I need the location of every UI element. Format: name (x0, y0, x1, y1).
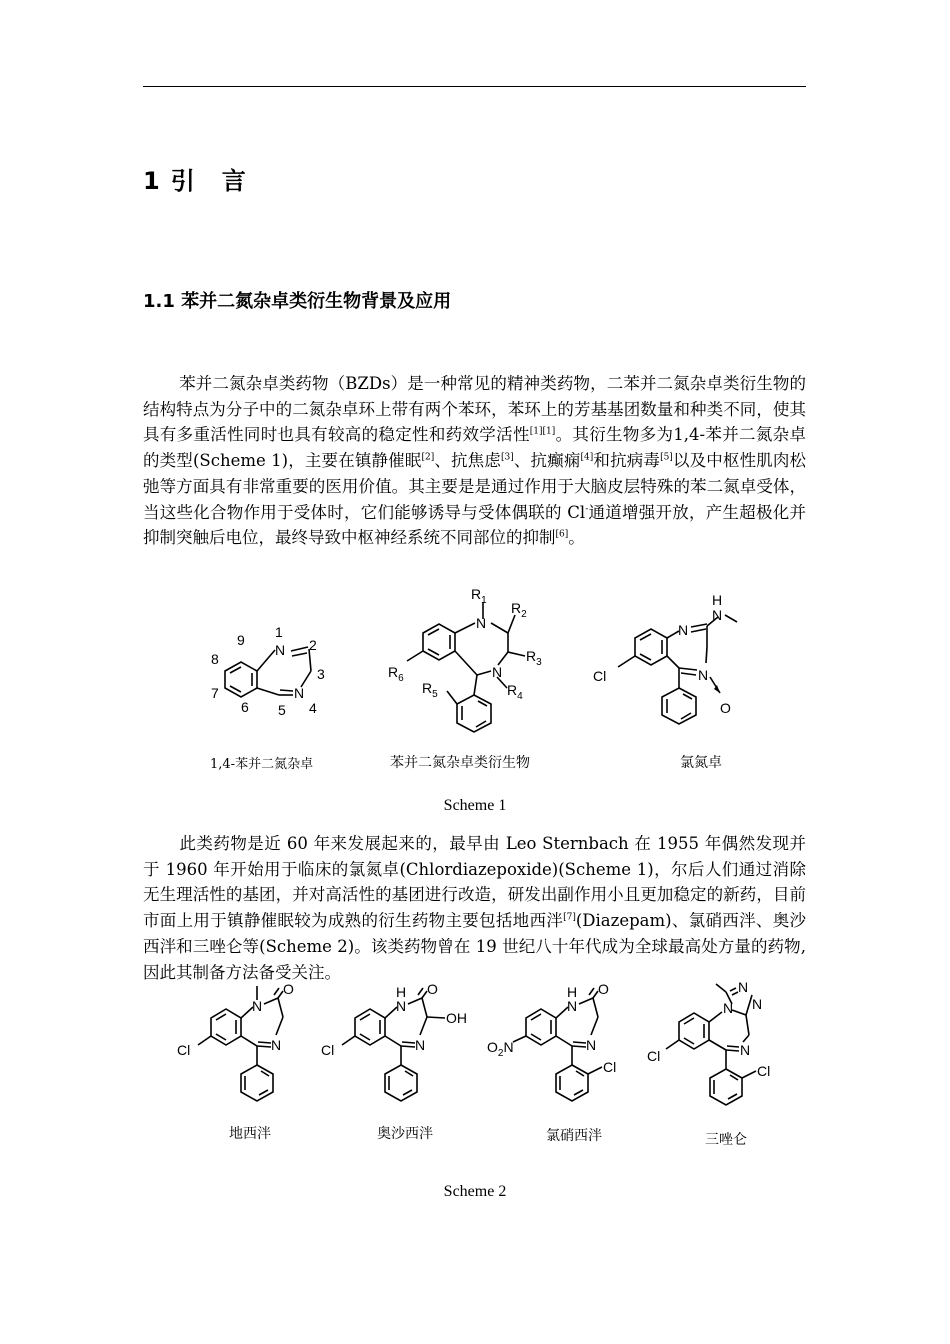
r1-label: $R_1$ (471, 586, 487, 606)
diazepam-n4: N (271, 1037, 282, 1053)
mol-name-derivative: 苯并二氮杂卓类衍生物 (390, 754, 530, 770)
oxazepam-chlorine: Cl (321, 1042, 335, 1058)
r2-label: $R_2$ (511, 600, 527, 620)
mol-name-benzodiazepine: 1,4-苯并二氮杂卓 (210, 757, 314, 772)
mol3-amine-nitrogen: N (712, 607, 723, 623)
derivative-structure (407, 602, 525, 732)
citation-6: [6] (555, 529, 569, 540)
para1-text-2: 。其衍生物多为1,4-苯并二氮杂卓的类型(Scheme 1)，主要在镇静催眠 (143, 425, 806, 471)
para1-text-4: 、抗癫痫 (513, 451, 581, 471)
mol-name-oxazepam: 奥沙西泮 (377, 1125, 433, 1141)
section-number: 1 (143, 167, 161, 195)
header-rule (143, 86, 806, 87)
clonazepam-nitro-group: $O_2N$ (487, 1039, 514, 1059)
citation-3: [3] (501, 452, 514, 463)
triazolam-chlorine-2: Cl (757, 1063, 771, 1079)
locant-5: 5 (278, 702, 286, 718)
citation-1: [1][1] (529, 426, 556, 437)
para1-text-3: 、抗焦虑 (434, 451, 501, 471)
para1-text-6: 以及中枢性肌肉松弛等方面具有非常重要的医用价值。其主要是是通过作用于大脑皮层特殊的苯二氮卓受体，当这些化合物作用于受体时，它们能够诱导与受体偶联的 Cl (143, 451, 807, 522)
diazepam-chlorine: Cl (177, 1042, 191, 1058)
mol1-nitrogen-4: N (294, 685, 305, 701)
locant-9: 9 (237, 632, 245, 648)
heading-word-2: 言 (221, 167, 247, 195)
oxazepam-oxygen: O (427, 981, 438, 997)
citation-5: [5] (660, 452, 673, 463)
oxazepam-n1: N (396, 998, 407, 1014)
oxazepam-h: H (396, 984, 407, 1000)
scheme-1-structures (195, 585, 755, 775)
citation-7: [7] (563, 912, 576, 923)
r5-label: $R_5$ (422, 680, 438, 700)
mol3-chlorine: Cl (593, 668, 607, 684)
citation-2: [2] (421, 452, 435, 463)
mol-name-clonazepam: 氯硝西泮 (546, 1127, 602, 1143)
heading-word-1: 引 (170, 167, 196, 195)
mol3-hydrogen: H (712, 592, 723, 608)
locant-4: 4 (309, 700, 317, 716)
triazolam-n2: N (738, 980, 749, 995)
triazolam-n1: N (723, 1000, 734, 1016)
mol-name-chlordiazepoxide: 氯氮卓 (680, 754, 722, 770)
clonazepam-h: H (567, 984, 578, 1000)
r4-label: $R_4$ (507, 682, 523, 702)
para1-text-1: 苯并二氮杂卓类药物（BZDs）是一种常见的精神类药物，二苯并二氮杂卓类衍生物的结构特点为分子中的二氮杂卓环上带有两个苯环，苯环上的芳基基团数量和种类不同，使其具有多重活性同时也具有较高的稳定性和药效学活性 (143, 374, 806, 445)
para1-text-8: 。 (568, 528, 585, 548)
scheme-1-figure (195, 585, 755, 775)
mol2-nitrogen-2: N (492, 664, 503, 680)
section-heading (143, 161, 247, 196)
r6-label: $R_6$ (388, 664, 404, 684)
mol1-nitrogen-1: N (275, 642, 286, 658)
diazepam-n1: N (252, 998, 263, 1014)
diazepam-oxygen: O (283, 981, 294, 997)
locant-6: 6 (241, 699, 249, 715)
oxazepam-n4: N (415, 1037, 426, 1053)
scheme-2-figure (170, 980, 790, 1130)
chloride-charge: - (585, 504, 589, 515)
clonazepam-n1: N (567, 998, 578, 1014)
locant-8: 8 (211, 651, 219, 667)
mol-name-diazepam: 地西泮 (229, 1125, 271, 1141)
scheme-1-caption: Scheme 1 (443, 797, 507, 814)
citation-4: [4] (580, 452, 594, 463)
r3-label: $R_3$ (526, 648, 542, 668)
clonazepam-chlorine: Cl (603, 1059, 617, 1075)
para1-text-7: 通道增强开放，产生超极化并抑制突触后电位，最终导致中枢神经系统不同部位的抑制 (143, 502, 807, 548)
mol3-oxygen: O (720, 700, 731, 716)
triazolam-n4: N (740, 1042, 751, 1058)
clonazepam-oxygen: O (598, 981, 609, 997)
subsection-heading: 1.1 苯并二氮杂卓类衍生物背景及应用 (143, 291, 452, 312)
clonazepam-n4: N (586, 1037, 597, 1053)
para1-text-5: 和抗病毒 (593, 451, 661, 471)
locant-1: 1 (275, 624, 283, 640)
mol3-nitrogen-2: N (698, 667, 709, 683)
paragraph-2 (143, 831, 806, 985)
locant-3: 3 (317, 666, 325, 682)
mol2-nitrogen-1: N (476, 615, 487, 631)
locant-7: 7 (211, 685, 219, 701)
scheme-2-structures (170, 980, 790, 1130)
paragraph-1 (143, 371, 806, 551)
mol3-nitrogen-1: N (678, 622, 689, 638)
scheme-2-caption: Scheme 2 (443, 1183, 507, 1200)
triazolam-n3: N (752, 996, 763, 1012)
oxazepam-structure (342, 988, 445, 1101)
locant-2: 2 (309, 637, 317, 653)
triazolam-chlorine-1: Cl (647, 1048, 661, 1064)
para2-text-1: 此类药物是近 60 年来发展起来的，最早由 Leo Sternbach 在 1955 年偶然发现并于 1960 年开始用于临床的氯氮卓(Chlordiazepoxide)(Scheme 1)，尔后人们通过消除无生理活性的基团，并对高活性的基团进行改造，研发出副作用小且更加稳定的新药，目前市面上用于镇静催眠较为成熟的衍生药物主要包括地西泮 (143, 834, 806, 931)
para2-text-2: (Diazepam)、氯硝西泮、奥沙西泮和三唑仑等(Scheme 2)。该类药物曾在 19 世纪八十年代成为全球最高处方量的药物, 因此其制备方法备受关注。 (143, 911, 806, 982)
mol-name-triazolam: 三唑仑 (705, 1131, 747, 1147)
oxazepam-hydroxyl: OH (446, 1010, 467, 1026)
